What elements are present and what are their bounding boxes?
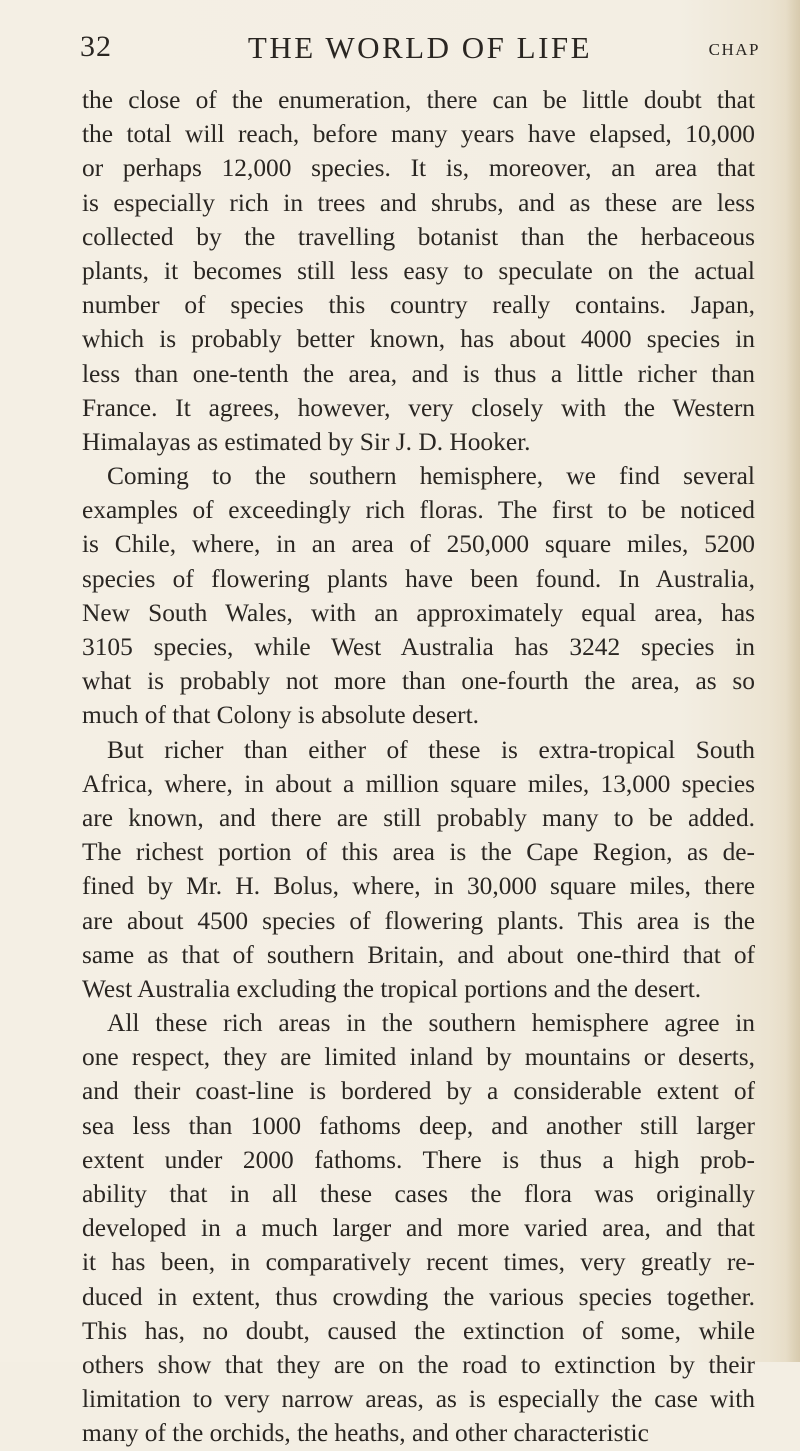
text-line: duced in extent, thus crowding the various species together.	[82, 1282, 755, 1311]
text-line: the close of the enumeration, there can be little doubt that	[82, 86, 755, 114]
text-line: it has been, in comparatively recent times, very greatly re-	[82, 1248, 755, 1277]
text-line: which is probably better known, has about 4000 species in	[82, 325, 755, 354]
paragraph	[82, 83, 755, 459]
text-line: West Australia excluding the tropical portions and the desert.	[82, 974, 702, 1003]
text-line: the total will reach, before many years have elapsed, 10,000	[82, 120, 755, 149]
paragraph	[82, 459, 755, 733]
text-line: France. It agrees, however, very closely with the Western	[82, 393, 755, 422]
text-line: The richest portion of this area is the Cape Region, as de-	[82, 838, 755, 867]
page-number: 32	[80, 30, 112, 63]
page-edge-shadow	[786, 0, 800, 1362]
text-line: others show that they are on the road to extinction by their	[82, 1350, 755, 1379]
text-line: Himalayas as estimated by Sir J. D. Hooker.	[82, 427, 531, 456]
running-title: THE WORLD OF LIFE	[247, 30, 593, 65]
text-line: and their coast-line is bordered by a considerable extent of	[82, 1077, 755, 1106]
chapter-label: CHAP	[708, 40, 760, 59]
text-line: Coming to the southern hemisphere, we find several	[107, 462, 755, 491]
text-line: less than one-tenth the area, and is thus a little richer than	[82, 359, 755, 388]
text-line: plants, it becomes still less easy to speculate on the actual	[82, 256, 755, 285]
text-line: But richer than either of these is extra-tropical South	[107, 735, 755, 764]
text-line: one respect, they are limited inland by mountains or deserts,	[82, 1043, 755, 1072]
text-line: is Chile, where, in an area of 250,000 square miles, 5200	[82, 530, 755, 559]
text-line: Africa, where, in about a million square miles, 13,000 species	[82, 769, 755, 798]
body-text	[82, 83, 755, 1451]
text-line: New South Wales, with an approximately equal area, has	[82, 598, 755, 627]
text-line: limitation to very narrow areas, as is especially the case with	[82, 1385, 755, 1414]
text-line: much of that Colony is absolute desert.	[82, 701, 480, 730]
text-line: fined by Mr. H. Bolus, where, in 30,000 square miles, there	[82, 872, 755, 901]
text-line: same as that of southern Britain, and about one-third that of	[82, 940, 755, 969]
text-line: 3105 species, while West Australia has 3242 species in	[82, 633, 755, 661]
paragraph	[82, 733, 755, 1007]
text-line: collected by the travelling botanist than the herbaceous	[82, 222, 755, 251]
text-line: species of flowering plants have been found. In Australia,	[82, 564, 755, 593]
text-line: sea less than 1000 fathoms deep, and another still larger	[82, 1111, 755, 1140]
text-line: many of the orchids, the heaths, and other characteristic	[82, 1419, 649, 1448]
text-line: This has, no doubt, caused the extinction of some, while	[82, 1316, 755, 1345]
text-line: what is probably not more than one-fourth the area, as so	[82, 667, 755, 696]
text-line: are about 4500 species of flowering plants. This area is the	[82, 906, 755, 935]
text-line: ability that in all these cases the flora was originally	[82, 1180, 755, 1208]
text-line: examples of exceedingly rich floras. The first to be noticed	[82, 496, 755, 525]
paragraph	[82, 1006, 755, 1450]
text-line: are known, and there are still probably many to be added.	[82, 803, 755, 832]
text-line: All these rich areas in the southern hemisphere agree in	[107, 1009, 755, 1038]
page-header	[80, 30, 760, 72]
text-line: number of species this country really contains. Japan,	[82, 291, 755, 320]
text-line: extent under 2000 fathoms. There is thus a high prob-	[82, 1145, 755, 1174]
text-line: or perhaps 12,000 species. It is, moreover, an area that	[82, 154, 755, 183]
text-line: is especially rich in trees and shrubs, and as these are less	[82, 188, 755, 217]
text-line: developed in a much larger and more varied area, and that	[82, 1214, 755, 1243]
